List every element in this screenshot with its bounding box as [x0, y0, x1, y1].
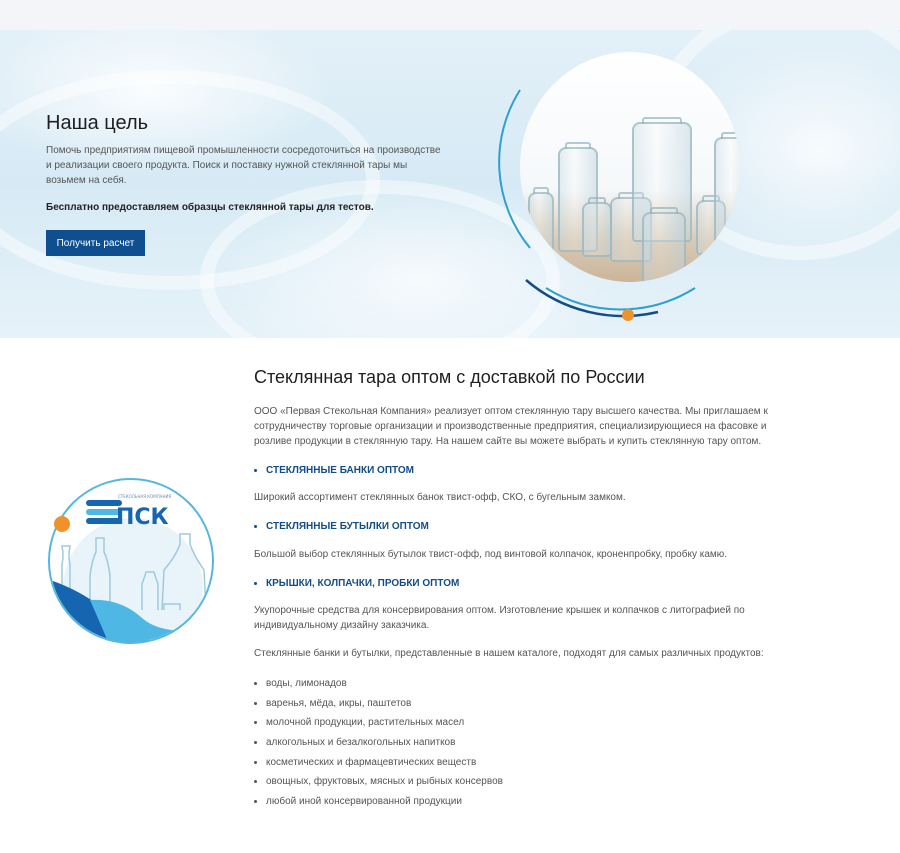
- logo-graphic: [50, 480, 214, 644]
- hero-section: [0, 30, 900, 338]
- list-item: воды, лимонадов: [254, 674, 503, 694]
- jar: [582, 202, 612, 257]
- bullet: [254, 682, 257, 685]
- bullet: [254, 469, 257, 472]
- logo-tagline: СТЕКОЛЬНАЯ КОМПАНИЯ: [118, 494, 172, 499]
- hero-description: Помочь предприятиям пищевой промышленности сосредоточиться на производстве и реализации своего продукта. Поиск и поставку нужной стеклянной тары мы возьмем на себя.: [46, 145, 441, 186]
- category-jars-link[interactable]: [254, 465, 414, 476]
- logo-mark: [86, 494, 171, 530]
- category-bottles-description: Большой выбор стеклянных бутылок твист-офф, под винтовой колпачок, кроненпробку, пробку камю.: [254, 549, 728, 560]
- list-item: овощных, фруктовых, мясных и рыбных консервов: [254, 772, 503, 792]
- list-item: алкогольных и безалкогольных напитков: [254, 733, 503, 753]
- category-label: СТЕКЛЯННЫЕ БУТЫЛКИ ОПТОМ: [266, 521, 429, 532]
- category-label: СТЕКЛЯННЫЕ БАНКИ ОПТОМ: [266, 465, 414, 476]
- hero-free-samples-note: Бесплатно предоставляем образцы стеклянной тары для тестов.: [46, 202, 374, 213]
- category-caps-description: Укупорочные средства для консервирования оптом. Изготовление крышек и колпачков с литографией по индивидуальному дизайну заказчика.: [254, 605, 745, 631]
- jar: [528, 192, 554, 252]
- section-title: Стеклянная тара оптом с доставкой по России: [254, 367, 645, 387]
- category-jars-description: Широкий ассортимент стеклянных банок твист-офф, СКО, с бугельным замком.: [254, 492, 626, 503]
- bullet: [254, 702, 257, 705]
- bullet: [254, 525, 257, 528]
- list-item: молочной продукции, растительных масел: [254, 713, 503, 733]
- top-bar: [0, 0, 900, 30]
- bullet: [254, 721, 257, 724]
- category-label: КРЫШКИ, КОЛПАЧКИ, ПРОБКИ ОПТОМ: [266, 578, 460, 589]
- hero-jars-image: [490, 52, 760, 322]
- logo-text: ПСК: [116, 505, 169, 530]
- category-bottles-link[interactable]: [254, 521, 429, 532]
- jars-photo: [520, 52, 740, 282]
- arc-bottom-dark: [526, 280, 658, 316]
- section-intro: ООО «Первая Стекольная Компания» реализует оптом стеклянную тару высшего качества. Мы приглашаем к сотрудничеству торговые организации и производственные предприятия, специализирующиеся на фасовке и розливе продукции в стеклянную тару. На нашем сайте вы можете выбрать и купить стеклянную тару оптом.: [254, 406, 768, 447]
- list-item: косметических и фармацевтических веществ: [254, 752, 503, 772]
- bullet: [254, 582, 257, 585]
- hero-title: Наша цель: [46, 112, 149, 134]
- get-quote-button[interactable]: Получить расчет: [46, 230, 145, 256]
- list-item: варенья, мёда, икры, паштетов: [254, 694, 503, 714]
- orange-dot: [52, 514, 72, 534]
- products-list: [254, 674, 503, 811]
- company-logo-badge: [48, 478, 216, 646]
- orange-dot: [622, 309, 634, 321]
- bullet: [254, 800, 257, 803]
- bullet: [254, 741, 257, 744]
- bullet: [254, 761, 257, 764]
- logo-circle: [48, 478, 214, 644]
- products-intro: Стеклянные банки и бутылки, представленные в нашем каталоге, подходят для самых различных продуктов:: [254, 648, 764, 659]
- jar: [642, 212, 686, 282]
- bullet: [254, 780, 257, 783]
- list-item: любой иной консервированной продукции: [254, 792, 503, 812]
- jar: [714, 137, 740, 257]
- category-caps-link[interactable]: [254, 578, 459, 589]
